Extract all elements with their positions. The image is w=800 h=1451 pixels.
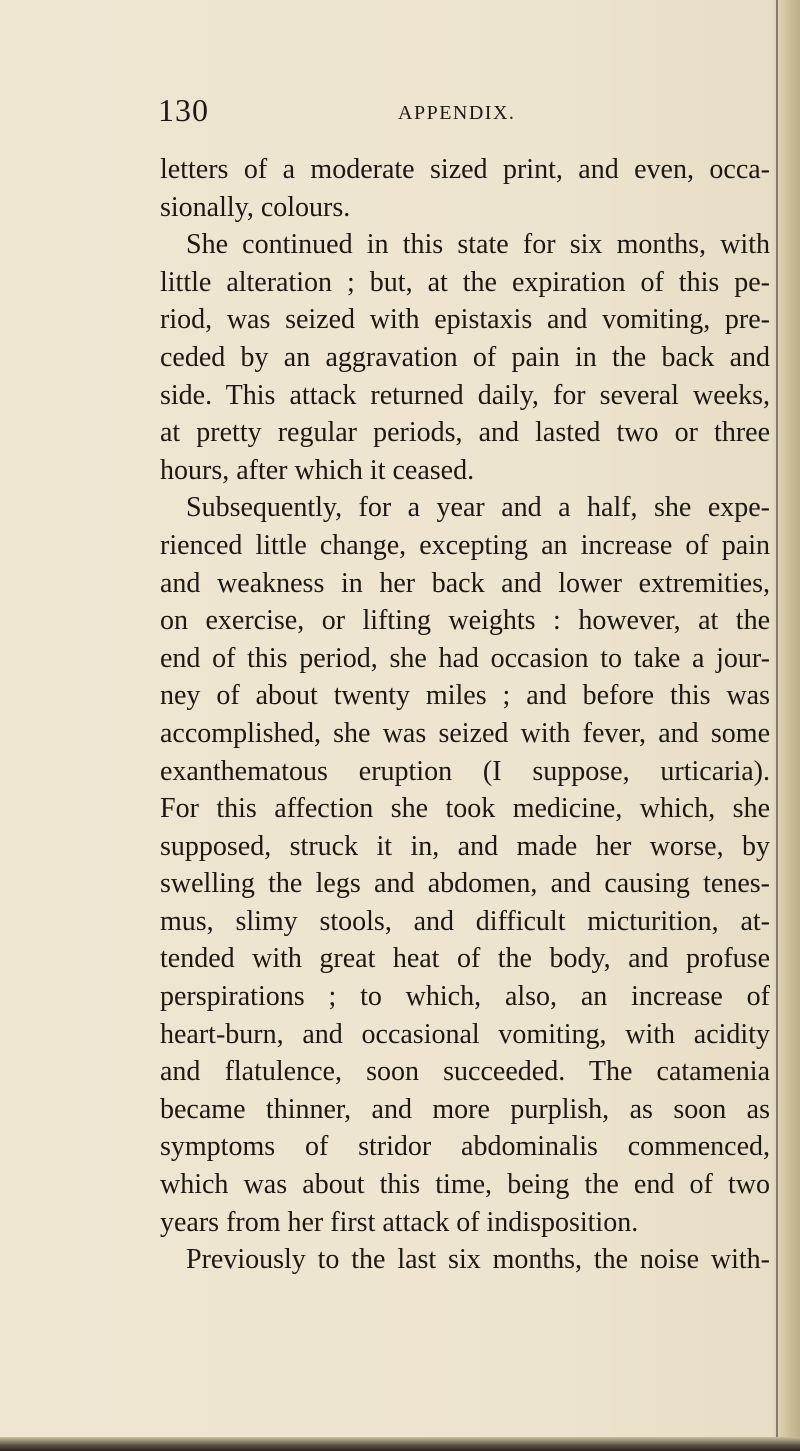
text-line: ceded by an aggravation of pain in the back and	[160, 341, 770, 373]
text-line: heart-burn, and occasional vomiting, with acidity	[160, 1018, 770, 1050]
text-line: riod, was seized with epistaxis and vomiting, pre-	[160, 304, 770, 336]
running-head: APPENDIX.	[398, 102, 516, 124]
text-line: years from her first attack of indisposition.	[160, 1206, 639, 1238]
text-line: little alteration ; but, at the expiration of this pe-	[160, 266, 770, 298]
text-line: hours, after which it ceased.	[160, 454, 475, 486]
text-line: Subsequently, for a year and a half, she expe-	[186, 492, 770, 524]
text-line: ney of about twenty miles ; and before this was	[160, 680, 770, 712]
text-line: became thinner, and more purplish, as soon as	[160, 1093, 770, 1125]
text-line: and flatulence, soon succeeded. The catamenia	[160, 1056, 770, 1088]
text-line: She continued in this state for six months, with	[186, 229, 770, 261]
text-line: perspirations ; to which, also, an increase of	[160, 981, 770, 1013]
text-line: side. This attack returned daily, for several weeks,	[160, 379, 770, 411]
binding-line	[776, 0, 778, 1451]
text-line: tended with great heat of the body, and profuse	[160, 943, 770, 975]
text-line: which was about this time, being the end of two	[160, 1169, 770, 1201]
text-line: letters of a moderate sized print, and even, occa-	[160, 154, 770, 185]
text-line: symptoms of stridor abdominalis commenced,	[160, 1131, 770, 1163]
text-line: and weakness in her back and lower extremities,	[160, 567, 770, 599]
body-text	[160, 151, 770, 1279]
text-line: on exercise, or lifting weights : however, at the	[160, 605, 770, 637]
text-line: mus, slimy stools, and difficult micturition, at-	[160, 905, 770, 937]
text-line: sionally, colours.	[160, 191, 351, 223]
page-number: 130	[158, 92, 209, 128]
text-line: swelling the legs and abdomen, and causing tenes-	[160, 868, 770, 900]
text-line: Previously to the last six months, the noise with-	[186, 1244, 770, 1276]
text-line: For this affection she took medicine, which, she	[160, 793, 770, 825]
bottom-shadow	[0, 1437, 800, 1451]
text-line: supposed, struck it in, and made her worse, by	[160, 830, 770, 862]
text-line: accomplished, she was seized with fever, and some	[160, 717, 770, 749]
text-line: end of this period, she had occasion to take a jour-	[160, 642, 770, 674]
page-header	[0, 92, 800, 132]
text-line: at pretty regular periods, and lasted two or three	[160, 417, 770, 449]
text-line: rienced little change, excepting an increase of pain	[160, 529, 770, 561]
text-line: exanthematous eruption (I suppose, urticaria).	[160, 755, 770, 787]
